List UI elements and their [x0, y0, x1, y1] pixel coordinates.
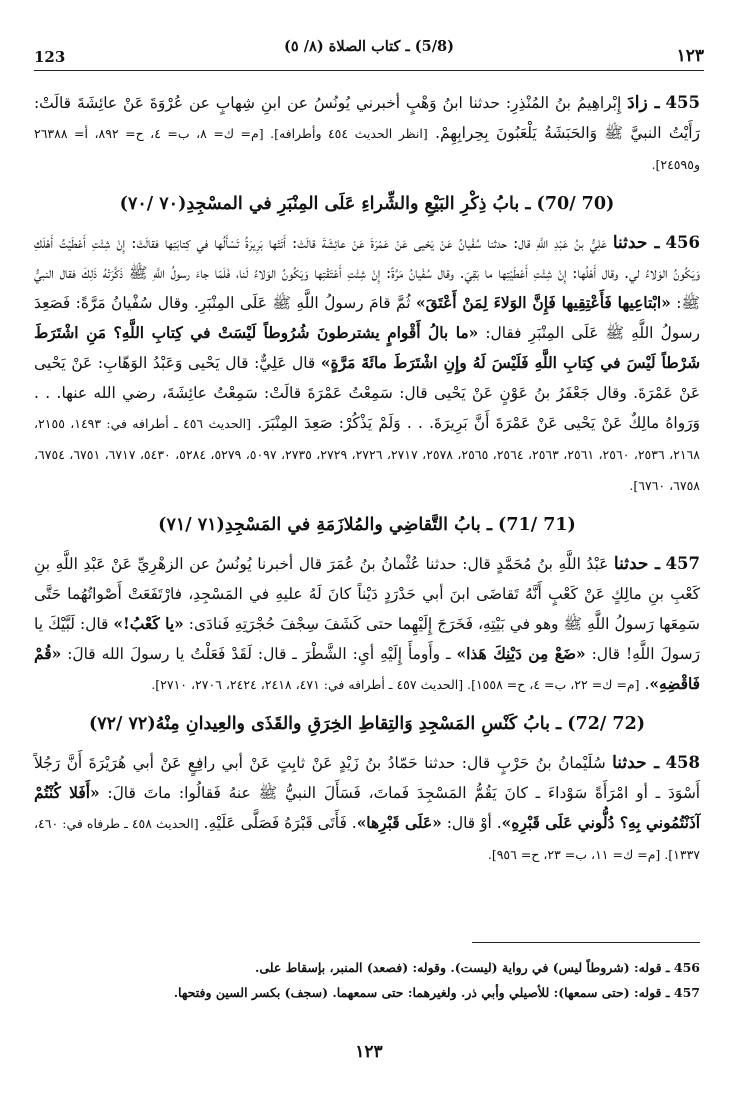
hadith-text: ـ وأَومأَ إِلَيْهِ أيِ: الشَّطْرَ ـ قال: لَقَدْ فَعَلْتُ يا رسولَ الله قالَ:	[67, 645, 451, 663]
hadith-reference: [الحديث ٤٥٦ ـ أطرافه في: ١٤٩٣، ٢١٥٥، ٢١٦٨، ٢٥٣٦، ٢٥٦٠، ٢٥٦١، ٢٥٦٣، ٢٥٦٤، ٢٥٦٥، ٢٥٧٨، ٢٧١٧، ٢٧٢٦، ٢٧٢٩، ٢٧٣٥، ٥٠٩٧، ٥٢٧٩، ٥٢٨٤، ٥٤٣٠، ٦٧١٧، ٦٧٥١، ٦٧٥٤، ٦٧٥٨، ٦٧٦٠].	[34, 416, 700, 493]
page-number-arabic: ١٢٣	[676, 46, 704, 66]
hadith-text: . فَأَتَى قَبْرَهُ فَصَلَّى عَلَيْهِ.	[203, 814, 357, 832]
hadith-456	[34, 228, 700, 501]
footnote-separator	[472, 942, 700, 943]
hadith-number: 458	[665, 753, 701, 772]
hadith-number: 457	[665, 554, 700, 573]
hadith-text: . أوْ قال:	[446, 814, 502, 832]
prophet-quote: «ضَعْ مِن دَيْنِكَ هَذا»	[456, 645, 586, 663]
prophet-quote: «عَلَى قَبْرِها»	[356, 814, 442, 832]
hadith-text: عَبْدُ اللَّهِ بنُ مُحَمَّدٍ قال: حدثنا عُثْمانُ بنُ عُمَرَ قال أخبرنا يُونُسُ عن الزهْرِيِّ عَنْ عَبْدِ اللَّهِ بنِ كَعْبِ بنِ مالِكٍ عَنْ كَعْبٍ أَنَّهُ تَقاضَى ابنَ أبي حَدْرَدٍ دَيْناً كانَ لَهُ عليهِ في المَسْجِدِ، فارْتَفَعَتْ أَصْواتُهُما حَتَّى سَمِعَها رَسولُ اللَّهِ ﷺ وهو في بَيْتِهِ، فَخَرَجَ إِلَيْهِما حتى كَشَفَ سِجْفَ حُجْرَتِهِ فَنادَى:	[34, 555, 700, 633]
hadith-455	[34, 88, 700, 180]
hadith-reference: [الحديث ٤٥٨ ـ طرفاه في: ٤٦٠، ١٣٣٧]. [م= ك= ١١، ب= ٢٣، ح= ٩٥٦].	[34, 816, 700, 862]
hadith-457	[34, 549, 700, 700]
hadith-text: ثُمَّ قامَ رسولُ اللَّهِ ﷺ عَلَى المِنْبَرِ. وقال سُفْيانُ مَرَّةً: فَصَعِدَ رسولُ اللَّهِ ﷺ عَلَى المِنْبَرِ فقال:	[34, 294, 700, 342]
prophet-quote: «يا كَعْبُ!»	[113, 615, 184, 633]
page-header	[34, 34, 704, 71]
hadith-text: عَلِيُّ بنُ عَبْدِ اللَّهِ قال: حدثنا سُفْيانُ عَنْ يَحْيى عَنْ عَمْرَةَ عَنْ عائِشَةَ قالَتْ: أَتَتْها بَرِيرَةُ تَسْأَلُها في كِتابَتِها فقالَتْ: إِنْ شِئْتِ أَعْطَيْتُ أَهْلَكِ وَيَكُونُ الوَلاءُ لي. وقال أَهْلُها: إِنْ شِئْتِ أَعْطَيْتِها ما بَقِيَ. وقال سُفْيانُ مَرَّةً: إِنْ شِئْتِ أَعْتَقْتِها وَيَكُونُ الوَلاءُ لَنا، فَلَمّا جاءَ رسولُ اللَّهِ ﷺ ذَكَّرَتْهُ ذَلِكَ فقال النبيُّ ﷺ:	[34, 234, 700, 312]
prophet-quote: «ابْتاعِيها فَأَعْتِقِيها فَإِنَّ الوَلاءَ لِمَنْ أَعْتَقَ»	[415, 294, 671, 312]
hadith-opener: ـ حدثنا	[613, 554, 660, 574]
prophet-quote: «ما بالُ أَقْوامٍ يشترطونَ شُرُوطاً لَيْسَتْ في كِتابِ اللَّهِ؟ مَنِ اشْتَرَطَ شَرْطاً لَيْسَ في كِتابِ اللَّهِ فَلَيْسَ لَهُ وإِنِ اشْتَرَطَ مائَةَ مَرَّةٍ»	[34, 324, 700, 372]
hadith-opener: ـ حدثنا	[612, 233, 660, 253]
hadith-text: .	[644, 675, 650, 693]
footnotes	[34, 955, 700, 1005]
hadith-458	[34, 748, 700, 870]
hadith-text: سُلَيْمانُ بنُ حَرْبٍ قال: حدثنا حَمّادُ بنُ زَيْدٍ عَنْ ثابِتٍ عَنْ أبي رافِعٍ عَنْ أبي هُرَيْرَةَ أَنَّ رَجُلاً أَسْوَدَ ـ أو امْرَأَةً سَوْداءَ ـ كانَ يَقُمُّ المَسْجِدَ فَماتَ، فَسَأَلَ النبيُّ ﷺ عنهُ فَقالُوا: ماتَ قالَ:	[34, 754, 700, 802]
prophet-quote: «أَفَلا كُنْتُمْ آذَنْتُمُوني بِهِ؟ دُلُّوني عَلَى قَبْرِهِ»	[34, 784, 700, 832]
running-title: (5/8) ـ كتاب الصلاة (٨/ ٥)	[284, 38, 454, 55]
hadith-reference: [انظر الحديث ٤٥٤ وأطرافه]. [م= ك= ٨، ب= ٤، ح= ٨٩٢، أ= ٢٦٣٨٨ و٢٤٥٩٥].	[34, 126, 700, 172]
hadith-reference: [م= ك= ٢٢، ب= ٤، ح= ١٥٥٨]. [الحديث ٤٥٧ ـ أطرافه في: ٤٧١، ٢٤١٨، ٢٤٢٤، ٢٧٠٦، ٢٧١٠].	[151, 677, 640, 692]
footer-page-number: ١٢٣	[355, 1042, 383, 1062]
prophet-quote: «قُمْ فَاقْضِهِ»	[34, 645, 700, 693]
footnote-456: 456 ـ قوله: (شروطاً ليس) في رواية (ليست). وقوله: (فصعد) المنبر، بإسقاط على.	[255, 960, 700, 975]
page-body	[34, 88, 700, 872]
chapter-heading-71: (71 /71) ـ بابُ التَّقاضِي والمُلازَمَةِ في المَسْجِدِ(٧١ /٧١)	[158, 515, 576, 535]
hadith-number: 456	[665, 233, 700, 252]
chapter-heading-72: (72 /72) ـ بابُ كَنْسِ المَسْجِدِ وَالتِقاطِ الخِرَقِ والقَذَى والعِيدانِ مِنْهُ(٧٢ /٧٢)	[88, 714, 646, 734]
hadith-text: قال: لَبَّيْكَ يا رَسولَ اللَّهِ! قال:	[34, 615, 700, 663]
hadith-text: إِبْراهِيمُ بنُ المُنْذِرِ: حدثنا ابنُ وَهْبٍ أخبرني يُونُسُ عن ابنِ شِهابٍ عن عُرْوَةَ عَنْ عائِشَةَ قالَتْ: رَأَيْتُ النبيَّ ﷺ وَالحَبَشَةُ يَلْعَبُونَ بِحِرابِهِمْ.	[34, 94, 700, 142]
chapter-heading-70: (70 /70) ـ بابُ ذِكْرِ البَيْعِ والشِّراءِ عَلَى المِنْبَرِ في المسْجِدِ(٧٠ /٧٠)	[119, 194, 615, 214]
page-number-latin: 123	[34, 48, 66, 66]
hadith-opener: ـ زادَ	[627, 93, 660, 113]
hadith-opener: ـ حدثنا	[612, 753, 660, 773]
footnote-457: 457 ـ قوله: (حتى سمعها): للأصيلي وأبي ذر. ولغيرهما: حتى سمعهما. (سجف) بكسر السين وفتحها.	[173, 985, 700, 1000]
hadith-text: قال عَلِيٌّ: قال يَحْيى وَعَبْدُ الوَهّابِ: عَنْ يَحْيى عَنْ عَمْرَةَ. وقال جَعْفَرُ بنُ عَوْنٍ عَنْ يَحْيى قال: سَمِعْتُ عَمْرَةَ قالَتْ: سَمِعْتُ عائِشَةَ، رضي الله عنها. . . وَرَواهُ مالِكٌ عَنْ يَحْيى عَنْ عَمْرَةَ أَنَّ بَرِيرَةَ. . . وَلَمْ يَذْكُرْ: صَعِدَ المِنْبَرَ.	[34, 354, 700, 432]
hadith-number: 455	[665, 93, 700, 112]
